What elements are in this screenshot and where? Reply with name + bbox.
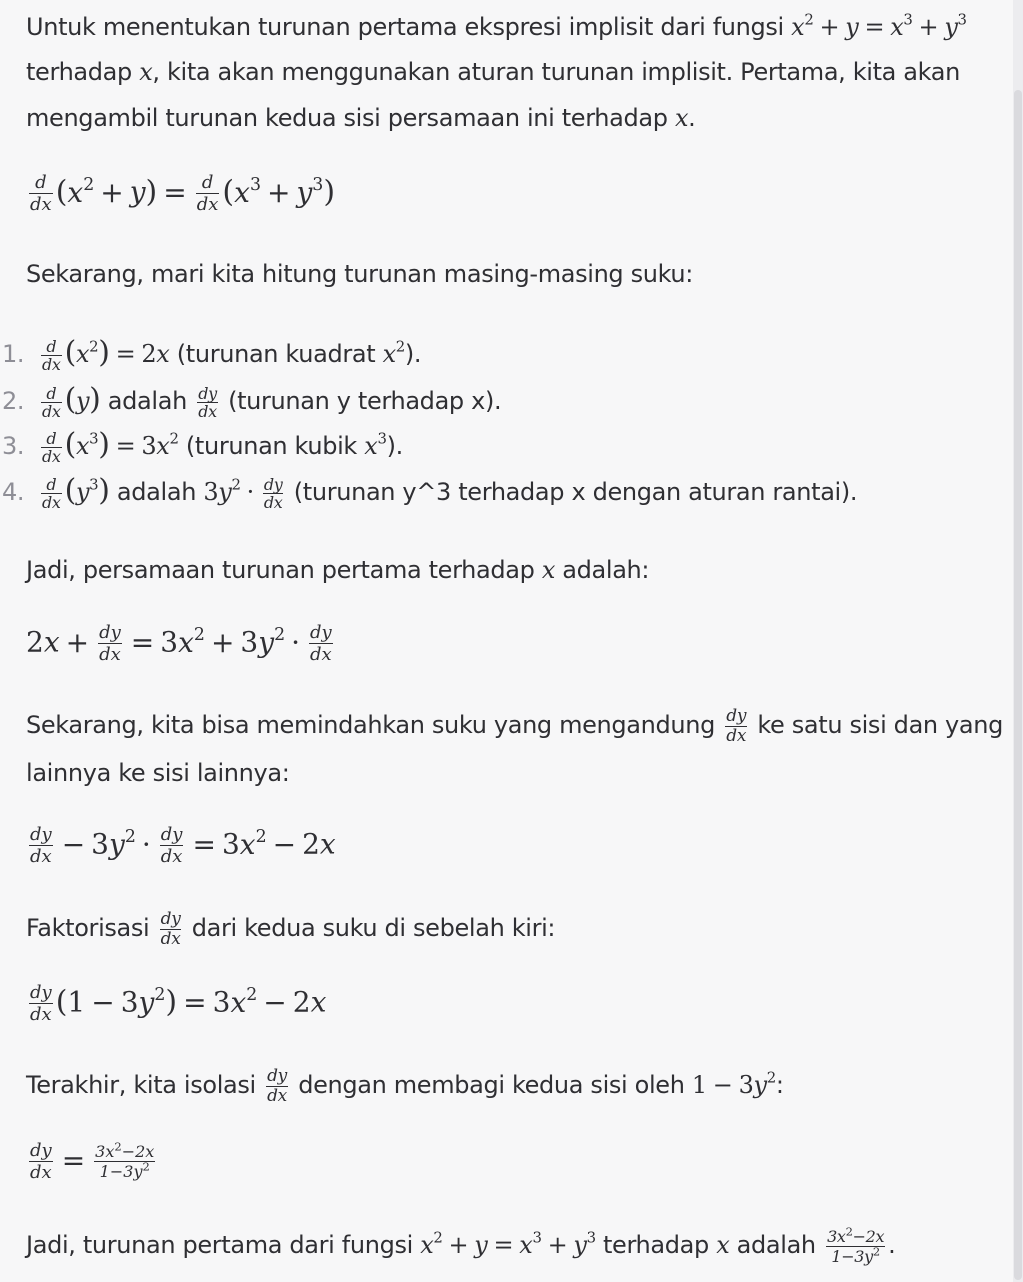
equation-result: $\frac{dy}{dx}$ = $\frac{3x^2-2x}{1-3y^2}$ xyxy=(30,1139,155,1183)
step-intro: Sekarang, mari kita hitung turunan masing-masing suku: xyxy=(26,260,694,288)
move-text: Sekarang, kita bisa memindahkan suku yang mengandung $\frac{dy}{dx}$ ke satu sisi dan yang xyxy=(26,705,1004,746)
list-item: 2. $\frac{d}{dx}$ (y) adalah $\frac{dy}{dx}$ (turunan y terhadap x). xyxy=(2,382,502,421)
so-text: Jadi, persamaan turunan pertama terhadap x adalah: xyxy=(26,556,650,584)
factor-text: Faktorisasi $\frac{dy}{dx}$ dari kedua suku di sebelah kiri: xyxy=(26,908,556,949)
list-item: 4. $\frac{d}{dx}$ $(y^3)$ adalah $3y^2$ · $\frac{dy}{dx}$ (turunan y^3 terhadap x dengan aturan rantai). xyxy=(2,473,858,512)
intro-line-3: mengambil turunan kedua sisi persamaan ini terhadap x. xyxy=(26,104,696,132)
equation-rearranged: $\frac{dy}{dx}$ − $3y^2$ · $\frac{dy}{dx}$ = $3x^2 - 2x$ xyxy=(30,824,336,867)
scrollbar-thumb[interactable] xyxy=(1014,90,1022,1280)
intro-line-1: Untuk menentukan turunan pertama ekspresi implisit dari fungsi $x^2 + y = x^3 + y^3$ xyxy=(26,10,967,41)
intro-line-2: terhadap x, kita akan menggunakan aturan turunan implisit. Pertama, kita akan xyxy=(26,58,960,86)
list-item: 1. $\frac{d}{dx}$ $(x^2) = 2x$ (turunan kuadrat $x^2$). xyxy=(2,335,422,374)
equation-differentiate-both-sides: $\frac{d}{dx}$ $(x^2 + y)$ = $\frac{d}{dx}$ $(x^3 + y^3)$ xyxy=(30,172,336,215)
equation-derivative: 2x + $\frac{dy}{dx}$ = $3x^2 + 3y^2$ · $\frac{dy}{dx}$ xyxy=(26,622,332,665)
list-item: 3. $\frac{d}{dx}$ $(x^3) = 3x^2$ (turunan kubik $x^3$). xyxy=(2,427,403,466)
conclusion: Jadi, turunan pertama dari fungsi $x^2 + y = x^3 + y^3$ terhadap x adalah $\frac{3x^2-2x}{1-3y^2}$ . xyxy=(26,1224,896,1266)
equation-factored: $\frac{dy}{dx}$ $(1 - 3y^2) = 3x^2 - 2x$ xyxy=(30,982,327,1025)
scrollbar[interactable] xyxy=(1013,0,1023,1282)
move-text-2: lainnya ke sisi lainnya: xyxy=(26,759,290,787)
isolate-text: Terakhir, kita isolasi $\frac{dy}{dx}$ dengan membagi kedua sisi oleh $1 - 3y^2$: xyxy=(26,1065,784,1106)
